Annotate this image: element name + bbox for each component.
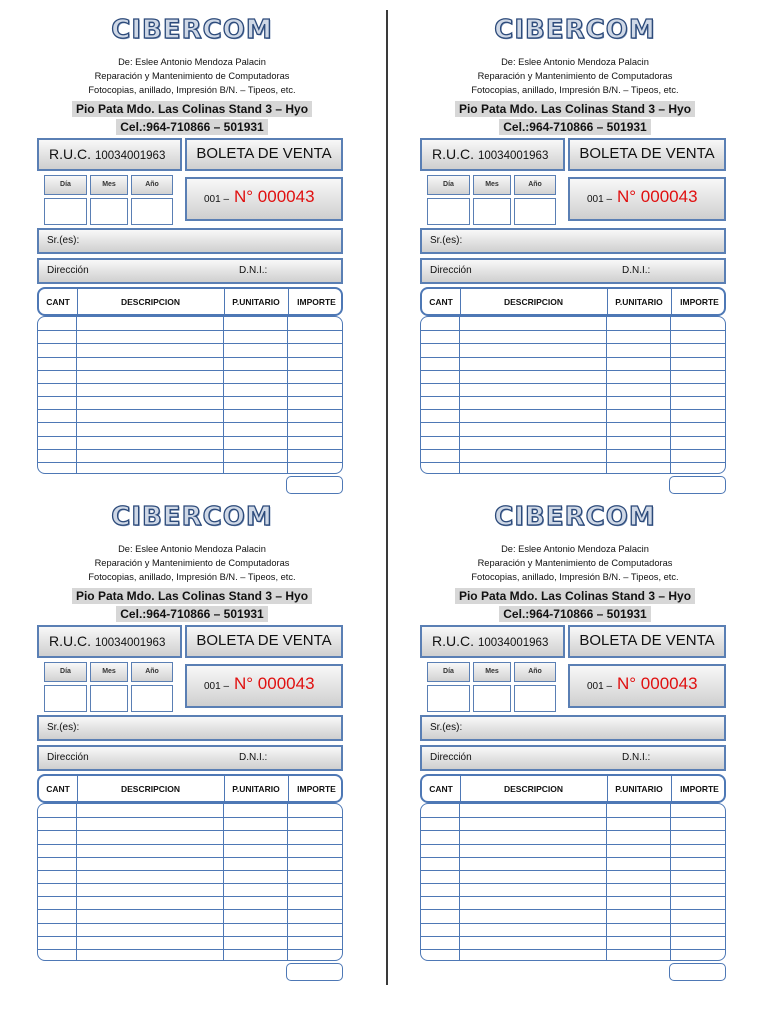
ruc-number: 10034001963 [95,150,166,162]
address-label: Dirección [47,752,89,763]
table-row-line [38,870,342,871]
table-row-line [421,462,725,463]
ruc-label: R.U.C. [432,146,474,162]
client-field[interactable] [420,228,726,254]
col-qty-header: CANT [429,296,453,307]
table-row-line [421,830,725,831]
table-column-line [76,317,77,473]
service-line-1: Reparación y Mantenimiento de Computadoras [94,558,290,568]
date-day-label: Día [427,662,470,682]
page-divider [386,10,388,985]
owner-line: De: Eslee Antonio Mendoza Palacin [501,57,649,67]
voucher-number-box [568,664,726,708]
items-table-header [420,774,726,803]
ruc-label: R.U.C. [49,633,91,649]
date-year-label: Año [514,175,556,195]
table-row-line [38,936,342,937]
date-year-field[interactable] [514,685,556,712]
ruc-label: R.U.C. [49,146,91,162]
date-year-field[interactable] [131,685,173,712]
table-row-line [38,436,342,437]
table-column-line [670,317,671,473]
date-year-label: Año [131,175,173,195]
ruc-label: R.U.C. [432,633,474,649]
table-row-line [421,817,725,818]
table-row-line [38,909,342,910]
voucher-bottom-right [420,487,730,967]
table-row-line [38,923,342,924]
table-row-line [38,949,342,950]
col-desc-header: DESCRIPCION [503,783,564,794]
address-field[interactable] [420,258,726,284]
service-line-1: Reparación y Mantenimiento de Computadoras [477,71,673,81]
items-table-body[interactable] [37,803,343,961]
service-line-2: Fotocopias, anillado, Impresión B/N. – Tipeos, etc. [471,572,679,582]
voucher-number-box [185,664,343,708]
date-month-label: Mes [90,662,128,682]
series-number: 001 – [204,194,230,205]
address-field[interactable] [37,745,343,771]
col-desc-header: DESCRIPCION [503,296,564,307]
table-row-line [38,370,342,371]
service-line-1: Reparación y Mantenimiento de Computadoras [94,71,290,81]
doc-title: BOLETA DE VENTA [185,138,343,171]
table-row-line [38,409,342,410]
items-table-body[interactable] [420,316,726,474]
phone-line: Cel.:964-710866 – 501931 [420,605,730,623]
client-field[interactable] [37,228,343,254]
col-desc-header: DESCRIPCION [120,296,181,307]
series-number: 001 – [204,681,230,692]
col-qty-header: CANT [429,783,453,794]
address-label: Dirección [47,265,89,276]
owner-line: De: Eslee Antonio Mendoza Palacin [501,544,649,554]
col-unit-header: P.UNITARIO [232,296,280,307]
table-row-line [38,462,342,463]
table-column-line [459,317,460,473]
address-line: Pio Pata Mdo. Las Colinas Stand 3 – Hyo [420,587,730,605]
ruc-box [420,625,565,658]
table-row-line [421,857,725,858]
table-column-line [670,804,671,960]
address-field[interactable] [37,258,343,284]
doc-title: BOLETA DE VENTA [568,138,726,171]
table-row-line [38,883,342,884]
address-line: Pio Pata Mdo. Las Colinas Stand 3 – Hyo [37,100,347,118]
voucher-number-box [568,177,726,221]
table-row-line [38,844,342,845]
client-field[interactable] [37,715,343,741]
table-column-line [606,804,607,960]
date-month-field[interactable] [90,198,128,225]
ruc-box [420,138,565,171]
doc-title: BOLETA DE VENTA [568,625,726,658]
owner-line: De: Eslee Antonio Mendoza Palacin [118,544,266,554]
ruc-number: 10034001963 [95,637,166,649]
table-row-line [421,896,725,897]
owner-line: De: Eslee Antonio Mendoza Palacin [118,57,266,67]
col-qty-header: CANT [46,296,70,307]
table-column-line [223,804,224,960]
date-month-field[interactable] [473,198,511,225]
items-table-header [37,287,343,316]
date-day-field[interactable] [44,198,87,225]
table-row-line [421,370,725,371]
phone-line: Cel.:964-710866 – 501931 [420,118,730,136]
brand-logo: CIBERCOM [111,502,273,532]
date-month-label: Mes [473,662,511,682]
table-row-line [38,449,342,450]
dni-label: D.N.I.: [622,265,651,276]
date-year-label: Año [514,662,556,682]
table-column-line [606,317,607,473]
col-total-header: IMPORTE [297,783,336,794]
date-day-label: Día [427,175,470,195]
col-unit-header: P.UNITARIO [615,296,663,307]
table-row-line [421,936,725,937]
address-label: Dirección [430,752,472,763]
series-number: 001 – [587,681,613,692]
voucher-number: N° 000043 [617,187,698,206]
table-row-line [421,422,725,423]
table-row-line [38,830,342,831]
items-table-header [37,774,343,803]
voucher-number: N° 000043 [234,187,315,206]
date-day-label: Día [44,175,87,195]
series-number: 001 – [587,194,613,205]
voucher-bottom-left [37,487,347,967]
table-row-line [38,343,342,344]
voucher-top-right [420,0,730,480]
phone-line: Cel.:964-710866 – 501931 [37,118,347,136]
table-row-line [38,330,342,331]
table-row-line [38,396,342,397]
address-line: Pio Pata Mdo. Las Colinas Stand 3 – Hyo [420,100,730,118]
voucher-top-left [37,0,347,480]
address-field[interactable] [420,745,726,771]
col-unit-header: P.UNITARIO [232,783,280,794]
brand-logo: CIBERCOM [494,15,656,45]
date-day-field[interactable] [44,685,87,712]
items-table-header [420,287,726,316]
date-year-field[interactable] [514,198,556,225]
table-column-line [459,804,460,960]
client-field[interactable] [420,715,726,741]
table-row-line [421,409,725,410]
client-label: Sr.(es): [430,722,463,733]
total-field[interactable] [669,963,726,981]
table-column-line [76,804,77,960]
voucher-number-box [185,177,343,221]
table-row-line [421,383,725,384]
client-label: Sr.(es): [430,235,463,246]
table-row-line [421,844,725,845]
table-row-line [38,383,342,384]
table-row-line [421,909,725,910]
service-line-2: Fotocopias, anillado, Impresión B/N. – Tipeos, etc. [471,85,679,95]
date-day-field[interactable] [427,198,470,225]
brand-logo: CIBERCOM [494,502,656,532]
col-total-header: IMPORTE [297,296,336,307]
table-row-line [38,357,342,358]
date-month-label: Mes [473,175,511,195]
table-row-line [421,396,725,397]
table-row-line [421,330,725,331]
table-row-line [38,857,342,858]
table-row-line [421,870,725,871]
dni-label: D.N.I.: [239,752,268,763]
table-row-line [421,436,725,437]
total-field[interactable] [286,963,343,981]
date-day-label: Día [44,662,87,682]
ruc-number: 10034001963 [478,637,549,649]
table-row-line [421,357,725,358]
table-row-line [38,896,342,897]
address-line: Pio Pata Mdo. Las Colinas Stand 3 – Hyo [37,587,347,605]
table-row-line [421,883,725,884]
col-qty-header: CANT [46,783,70,794]
service-line-2: Fotocopias, anillado, Impresión B/N. – Tipeos, etc. [88,85,296,95]
table-column-line [287,804,288,960]
phone-line: Cel.:964-710866 – 501931 [37,605,347,623]
items-table-body[interactable] [37,316,343,474]
client-label: Sr.(es): [47,722,80,733]
ruc-number: 10034001963 [478,150,549,162]
table-column-line [287,317,288,473]
col-desc-header: DESCRIPCION [120,783,181,794]
dni-label: D.N.I.: [239,265,268,276]
table-row-line [38,422,342,423]
table-row-line [421,949,725,950]
date-month-field[interactable] [473,685,511,712]
doc-title: BOLETA DE VENTA [185,625,343,658]
date-day-field[interactable] [427,685,470,712]
dni-label: D.N.I.: [622,752,651,763]
ruc-box [37,625,182,658]
address-label: Dirección [430,265,472,276]
col-total-header: IMPORTE [680,296,719,307]
date-month-field[interactable] [90,685,128,712]
date-month-label: Mes [90,175,128,195]
table-row-line [38,817,342,818]
table-column-line [223,317,224,473]
table-row-line [421,343,725,344]
table-row-line [421,449,725,450]
voucher-number: N° 000043 [234,674,315,693]
client-label: Sr.(es): [47,235,80,246]
date-year-label: Año [131,662,173,682]
ruc-box [37,138,182,171]
table-row-line [421,923,725,924]
col-total-header: IMPORTE [680,783,719,794]
items-table-body[interactable] [420,803,726,961]
service-line-1: Reparación y Mantenimiento de Computadoras [477,558,673,568]
col-unit-header: P.UNITARIO [615,783,663,794]
brand-logo: CIBERCOM [111,15,273,45]
service-line-2: Fotocopias, anillado, Impresión B/N. – Tipeos, etc. [88,572,296,582]
date-year-field[interactable] [131,198,173,225]
voucher-number: N° 000043 [617,674,698,693]
